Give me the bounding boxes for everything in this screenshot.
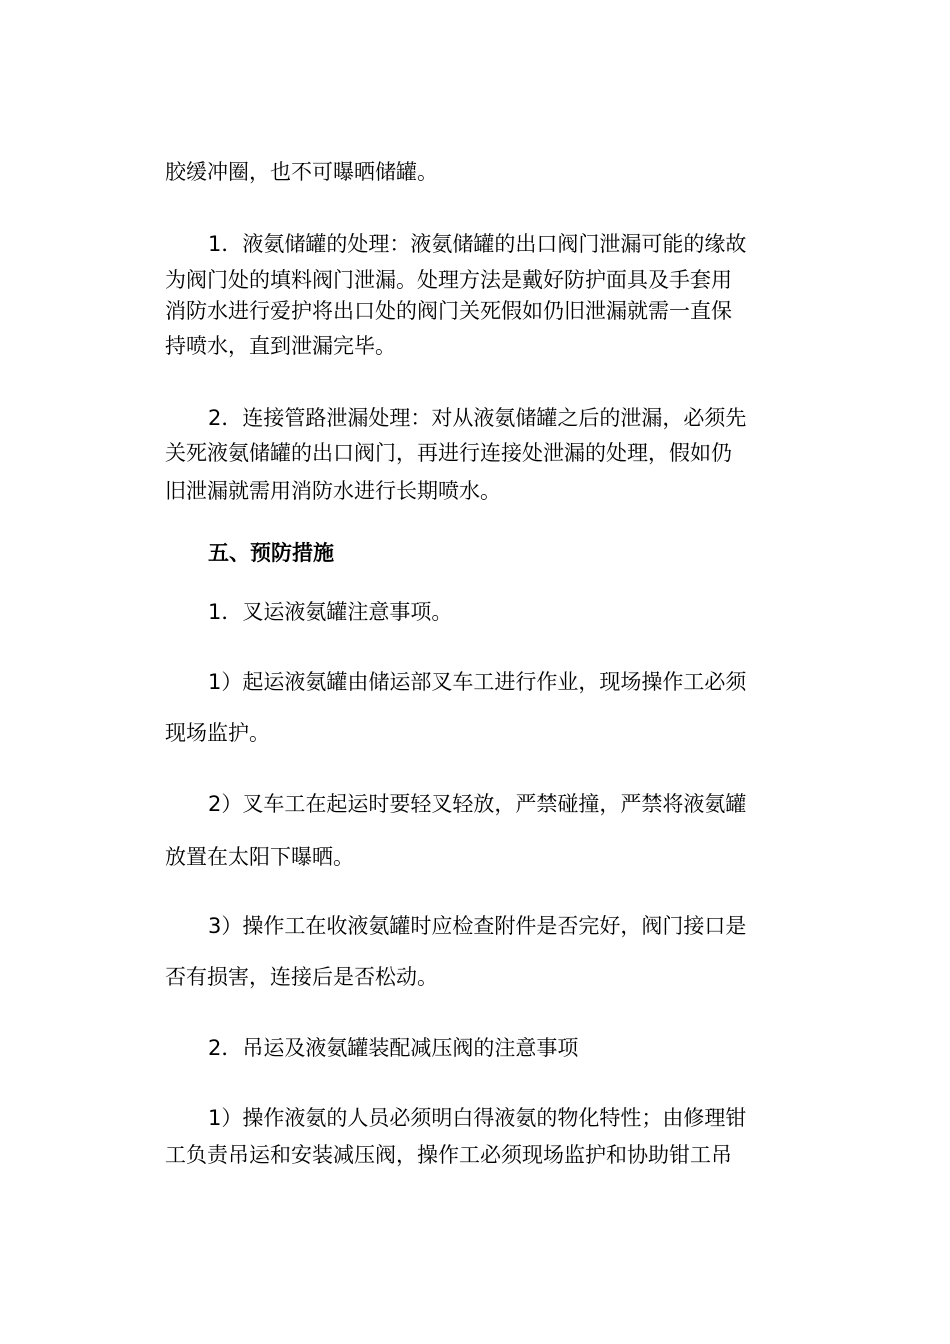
paragraph-line: 旧泄漏就需用消防水进行长期喷水。	[165, 479, 501, 503]
paragraph-line: 2．吊运及液氨罐装配减压阀的注意事项	[208, 1036, 579, 1060]
paragraph-line: 1）操作液氨的人员必须明白得液氨的物化特性；由修理钳	[208, 1106, 747, 1130]
paragraph-line: 持喷水，直到泄漏完毕。	[165, 334, 396, 358]
paragraph-line: 1．叉运液氨罐注意事项。	[208, 600, 453, 624]
paragraph-line: 消防水进行爱护将出口处的阀门关死假如仍旧泄漏就需一直保	[165, 299, 732, 323]
section-heading: 五、预防措施	[208, 541, 334, 565]
paragraph-line: 1．液氨储罐的处理：液氨储罐的出口阀门泄漏可能的缘故	[208, 232, 747, 256]
paragraph-line: 放置在太阳下曝晒。	[165, 845, 354, 869]
paragraph-line: 1）起运液氨罐由储运部叉车工进行作业，现场操作工必须	[208, 670, 747, 694]
paragraph-line: 3）操作工在收液氨罐时应检查附件是否完好，阀门接口是	[208, 914, 747, 938]
paragraph-line: 2）叉车工在起运时要轻叉轻放，严禁碰撞，严禁将液氨罐	[208, 792, 747, 816]
paragraph-line: 工负责吊运和安装减压阀，操作工必须现场监护和协助钳工吊	[165, 1143, 732, 1167]
paragraph-line: 为阀门处的填料阀门泄漏。处理方法是戴好防护面具及手套用	[165, 268, 732, 292]
paragraph-line: 胶缓冲圈，也不可曝晒储罐。	[165, 160, 438, 184]
paragraph-line: 2．连接管路泄漏处理：对从液氨储罐之后的泄漏，必须先	[208, 406, 747, 430]
paragraph-line: 现场监护。	[165, 721, 270, 745]
paragraph-line: 关死液氨储罐的出口阀门，再进行连接处泄漏的处理，假如仍	[165, 441, 732, 465]
paragraph-line: 否有损害，连接后是否松动。	[165, 965, 438, 989]
